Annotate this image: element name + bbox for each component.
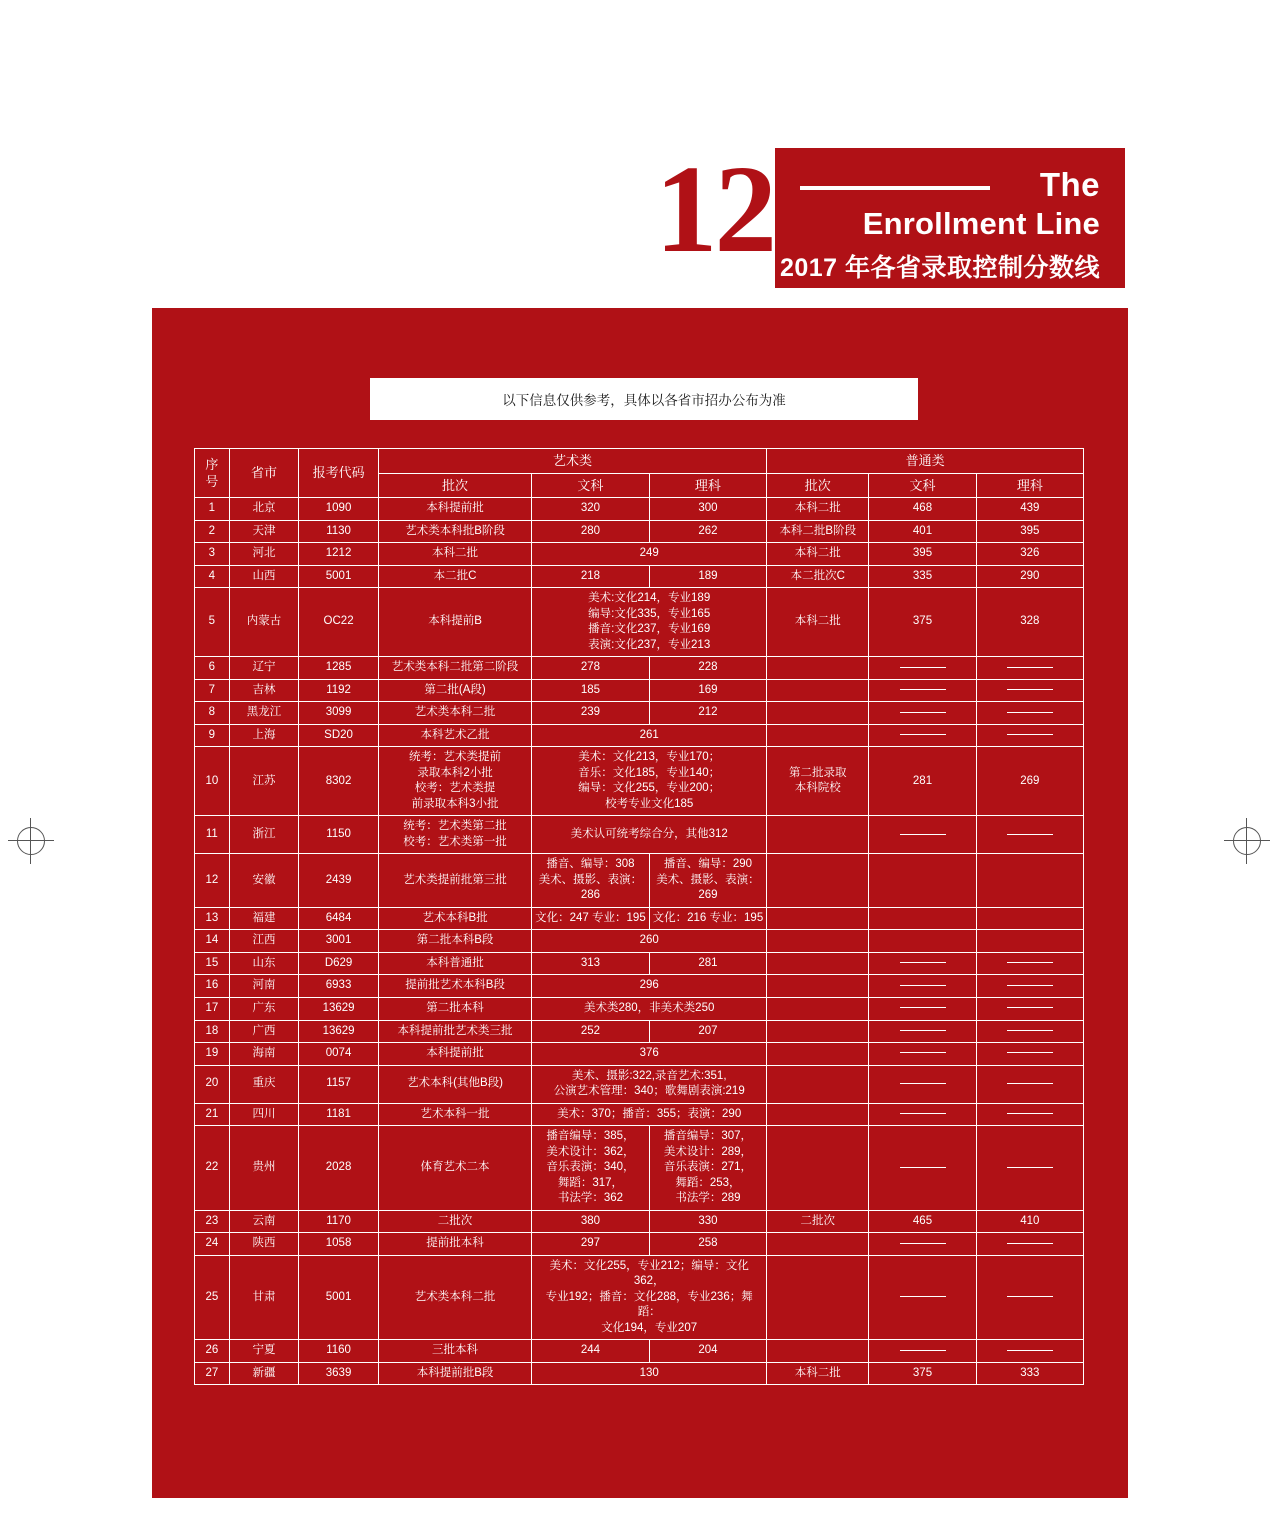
cell-province: 福建	[229, 907, 298, 930]
cell-wen-normal: 465	[869, 1210, 976, 1233]
cell-batch-normal	[767, 854, 869, 908]
cell-li-normal	[976, 930, 1083, 953]
cell-li-art: 播音、编导：290 美术、摄影、表演：269	[649, 854, 767, 908]
cell-li-art: 212	[649, 702, 767, 725]
cell-wen-normal	[869, 1233, 976, 1256]
cell-no: 11	[195, 816, 230, 854]
table-header-row-1	[195, 449, 1084, 474]
cell-code: 13629	[299, 1020, 379, 1043]
cell-score-art-merged: 美术：370；播音：355；表演：290	[532, 1103, 767, 1126]
notice-banner: 以下信息仅供参考，具体以各省市招办公布为准	[370, 378, 918, 420]
cell-batch-normal	[767, 724, 869, 747]
cell-wen-art: 278	[532, 657, 650, 680]
cell-code: SD20	[299, 724, 379, 747]
cell-batch-normal: 本科二批B阶段	[767, 520, 869, 543]
cell-li-normal	[976, 1103, 1083, 1126]
cell-wen-art: 文化：247 专业：195	[532, 907, 650, 930]
cell-wen-art: 280	[532, 520, 650, 543]
cell-wen-normal	[869, 816, 976, 854]
cell-code: 2028	[299, 1126, 379, 1211]
cell-li-normal	[976, 997, 1083, 1020]
cell-batch-art: 艺术本科B批	[378, 907, 531, 930]
cell-no: 18	[195, 1020, 230, 1043]
cell-province: 广西	[229, 1020, 298, 1043]
cell-province: 广东	[229, 997, 298, 1020]
cell-no: 21	[195, 1103, 230, 1126]
cell-wen-art: 播音、编导：308 美术、摄影、表演：286	[532, 854, 650, 908]
cell-code: 1181	[299, 1103, 379, 1126]
cell-batch-normal: 本科二批	[767, 498, 869, 521]
table-row	[195, 1362, 1084, 1385]
cell-wen-normal	[869, 1340, 976, 1363]
cell-code: 1192	[299, 679, 379, 702]
table-row	[195, 588, 1084, 657]
cell-score-art-merged: 美术、摄影:322,录音艺术:351, 公演艺术管理：340；歌舞剧表演:219	[532, 1065, 767, 1103]
cell-batch-normal: 二批次	[767, 1210, 869, 1233]
cell-score-art-merged: 美术类280，非美术类250	[532, 997, 767, 1020]
header-no-line1: 序	[205, 456, 219, 472]
cell-li-normal	[976, 1020, 1083, 1043]
cell-batch-normal	[767, 997, 869, 1020]
cell-wen-normal	[869, 1043, 976, 1066]
cell-li-normal	[976, 1126, 1083, 1211]
cell-no: 15	[195, 952, 230, 975]
cell-code: 1170	[299, 1210, 379, 1233]
cell-wen-normal: 401	[869, 520, 976, 543]
cell-no: 4	[195, 565, 230, 588]
cell-wen-normal: 281	[869, 747, 976, 816]
cell-code: 1058	[299, 1233, 379, 1256]
cell-province: 上海	[229, 724, 298, 747]
score-line-table	[194, 448, 1084, 1385]
table-row	[195, 975, 1084, 998]
cell-batch-art: 艺术类本科二批	[378, 702, 531, 725]
table-row	[195, 1020, 1084, 1043]
cell-batch-normal	[767, 1126, 869, 1211]
cell-wen-art: 244	[532, 1340, 650, 1363]
cell-li-art: 169	[649, 679, 767, 702]
cell-province: 河北	[229, 543, 298, 566]
cell-wen-normal	[869, 657, 976, 680]
cell-li-normal	[976, 657, 1083, 680]
cell-code: OC22	[299, 588, 379, 657]
cell-li-normal: 328	[976, 588, 1083, 657]
cell-no: 6	[195, 657, 230, 680]
cell-batch-art: 统考：艺术类第二批 校考：艺术类第一批	[378, 816, 531, 854]
cell-batch-art: 本科二批	[378, 543, 531, 566]
cell-batch-normal: 第二批录取 本科院校	[767, 747, 869, 816]
cell-wen-normal	[869, 1255, 976, 1340]
table-row	[195, 1255, 1084, 1340]
cell-code: 6484	[299, 907, 379, 930]
cell-batch-art: 艺术类提前批第三批	[378, 854, 531, 908]
cell-li-normal: 269	[976, 747, 1083, 816]
cell-li-normal	[976, 907, 1083, 930]
cell-li-art: 播音编导：307， 美术设计：289， 音乐表演：271， 舞蹈：253， 书法学：289	[649, 1126, 767, 1211]
cell-code: 3001	[299, 930, 379, 953]
cell-batch-art: 艺术类本科批B阶段	[378, 520, 531, 543]
cell-batch-art: 三批本科	[378, 1340, 531, 1363]
cell-province: 江苏	[229, 747, 298, 816]
header-rule	[800, 186, 990, 190]
cell-wen-normal	[869, 997, 976, 1020]
cell-li-normal: 290	[976, 565, 1083, 588]
cell-li-normal	[976, 1065, 1083, 1103]
cell-code: 1157	[299, 1065, 379, 1103]
cell-li-normal: 410	[976, 1210, 1083, 1233]
header-batch-normal: 批次	[767, 473, 869, 498]
cell-no: 23	[195, 1210, 230, 1233]
cell-li-art: 258	[649, 1233, 767, 1256]
table-body	[195, 498, 1084, 1385]
cell-batch-art: 本科普通批	[378, 952, 531, 975]
cell-wen-art: 185	[532, 679, 650, 702]
cell-code: 2439	[299, 854, 379, 908]
cell-no: 26	[195, 1340, 230, 1363]
table-row	[195, 930, 1084, 953]
cell-li-normal	[976, 854, 1083, 908]
table-row	[195, 1340, 1084, 1363]
cell-score-art-merged: 美术：文化255，专业212；编导：文化362， 专业192；播音：文化288，专业236；舞蹈： 文化194，专业207	[532, 1255, 767, 1340]
cell-batch-art: 艺术类本科二批	[378, 1255, 531, 1340]
cell-wen-normal	[869, 702, 976, 725]
cell-batch-normal	[767, 975, 869, 998]
table-row	[195, 702, 1084, 725]
header-no-line2: 号	[205, 474, 219, 490]
header-code: 报考代码	[299, 449, 379, 498]
header-no	[195, 449, 230, 498]
cell-wen-normal	[869, 930, 976, 953]
cell-no: 25	[195, 1255, 230, 1340]
header-li-art: 理科	[649, 473, 767, 498]
cell-batch-art: 第二批本科	[378, 997, 531, 1020]
cell-batch-normal	[767, 1065, 869, 1103]
table-row	[195, 1126, 1084, 1211]
cell-li-normal	[976, 1043, 1083, 1066]
cell-wen-art: 218	[532, 565, 650, 588]
cell-li-art: 文化：216 专业：195	[649, 907, 767, 930]
cell-province: 山西	[229, 565, 298, 588]
cell-no: 13	[195, 907, 230, 930]
cell-batch-art: 本科艺术乙批	[378, 724, 531, 747]
cell-batch-normal	[767, 657, 869, 680]
cell-wen-art: 252	[532, 1020, 650, 1043]
cell-batch-art: 第二批(A段)	[378, 679, 531, 702]
cell-code: 1150	[299, 816, 379, 854]
cell-batch-art: 本科提前批	[378, 1043, 531, 1066]
cell-no: 10	[195, 747, 230, 816]
cell-score-art-merged: 美术:文化214，专业189 编导:文化335，专业165 播音:文化237，专业169 表演:文化237，专业213	[532, 588, 767, 657]
cell-province: 吉林	[229, 679, 298, 702]
cell-score-art-merged: 261	[532, 724, 767, 747]
cell-province: 贵州	[229, 1126, 298, 1211]
cell-no: 8	[195, 702, 230, 725]
header-group-normal: 普通类	[767, 449, 1084, 474]
cell-wen-normal	[869, 1020, 976, 1043]
table-row	[195, 679, 1084, 702]
table-row	[195, 1233, 1084, 1256]
cell-batch-art: 统考：艺术类提前 录取本科2小批 校考：艺术类提 前录取本科3小批	[378, 747, 531, 816]
cell-batch-normal	[767, 1233, 869, 1256]
cell-batch-art: 本科提前批B段	[378, 1362, 531, 1385]
cell-wen-art: 播音编导：385， 美术设计：362， 音乐表演：340， 舞蹈：317， 书法学：362	[532, 1126, 650, 1211]
cell-no: 1	[195, 498, 230, 521]
table-row	[195, 1210, 1084, 1233]
cell-batch-normal: 本二批次C	[767, 565, 869, 588]
cell-wen-art: 239	[532, 702, 650, 725]
cell-province: 江西	[229, 930, 298, 953]
cell-no: 9	[195, 724, 230, 747]
cell-score-art-merged: 296	[532, 975, 767, 998]
cell-wen-art: 320	[532, 498, 650, 521]
cell-wen-art: 380	[532, 1210, 650, 1233]
header-the: The	[1039, 166, 1100, 203]
cell-li-normal	[976, 816, 1083, 854]
cell-li-normal	[976, 679, 1083, 702]
cell-li-normal: 395	[976, 520, 1083, 543]
cell-wen-normal: 335	[869, 565, 976, 588]
cell-code: 8302	[299, 747, 379, 816]
cell-li-art: 228	[649, 657, 767, 680]
cell-province: 天津	[229, 520, 298, 543]
cell-li-normal: 326	[976, 543, 1083, 566]
cell-li-normal: 439	[976, 498, 1083, 521]
cell-batch-normal	[767, 930, 869, 953]
cell-wen-art: 313	[532, 952, 650, 975]
cell-li-art: 300	[649, 498, 767, 521]
cell-batch-normal	[767, 1340, 869, 1363]
cell-no: 17	[195, 997, 230, 1020]
cell-batch-art: 本科提前B	[378, 588, 531, 657]
cell-code: 0074	[299, 1043, 379, 1066]
table-row	[195, 997, 1084, 1020]
cell-batch-normal	[767, 1043, 869, 1066]
table-row	[195, 657, 1084, 680]
table-row	[195, 854, 1084, 908]
cell-province: 云南	[229, 1210, 298, 1233]
cell-no: 14	[195, 930, 230, 953]
cell-li-normal: 333	[976, 1362, 1083, 1385]
cell-li-normal	[976, 1340, 1083, 1363]
cell-province: 辽宁	[229, 657, 298, 680]
cell-li-normal	[976, 975, 1083, 998]
cell-no: 2	[195, 520, 230, 543]
cell-li-normal	[976, 1255, 1083, 1340]
cell-score-art-merged: 130	[532, 1362, 767, 1385]
cell-no: 5	[195, 588, 230, 657]
cell-li-normal	[976, 952, 1083, 975]
page-number: 12	[655, 141, 774, 279]
table-row	[195, 543, 1084, 566]
cell-province: 山东	[229, 952, 298, 975]
cell-wen-normal: 468	[869, 498, 976, 521]
cell-wen-normal	[869, 1103, 976, 1126]
cell-wen-normal	[869, 854, 976, 908]
cell-no: 3	[195, 543, 230, 566]
cell-no: 7	[195, 679, 230, 702]
table-row	[195, 1043, 1084, 1066]
cell-no: 22	[195, 1126, 230, 1211]
cell-wen-normal: 395	[869, 543, 976, 566]
cell-li-normal	[976, 1233, 1083, 1256]
cell-wen-normal	[869, 679, 976, 702]
table-row	[195, 520, 1084, 543]
cell-batch-art: 本科提前批艺术类三批	[378, 1020, 531, 1043]
cell-batch-normal	[767, 1020, 869, 1043]
table-row	[195, 498, 1084, 521]
cell-province: 四川	[229, 1103, 298, 1126]
cell-li-art: 330	[649, 1210, 767, 1233]
cell-batch-art: 二批次	[378, 1210, 531, 1233]
cell-batch-art: 本二批C	[378, 565, 531, 588]
cell-wen-normal	[869, 907, 976, 930]
cell-wen-normal	[869, 724, 976, 747]
cell-code: 6933	[299, 975, 379, 998]
cell-score-art-merged: 260	[532, 930, 767, 953]
cell-batch-normal	[767, 952, 869, 975]
cell-code: 5001	[299, 1255, 379, 1340]
header-batch-art: 批次	[378, 473, 531, 498]
cell-wen-normal	[869, 952, 976, 975]
cell-batch-normal: 本科二批	[767, 588, 869, 657]
cell-batch-art: 艺术本科一批	[378, 1103, 531, 1126]
cell-li-normal	[976, 724, 1083, 747]
cell-province: 北京	[229, 498, 298, 521]
cell-li-art: 189	[649, 565, 767, 588]
cell-score-art-merged: 美术：文化213，专业170； 音乐：文化185，专业140； 编导：文化255，专业200； 校考专业文化185	[532, 747, 767, 816]
cell-batch-art: 艺术类本科二批第二阶段	[378, 657, 531, 680]
cell-batch-art: 本科提前批	[378, 498, 531, 521]
cell-code: 3639	[299, 1362, 379, 1385]
header-wen-art: 文科	[532, 473, 650, 498]
cell-batch-normal	[767, 679, 869, 702]
cell-code: D629	[299, 952, 379, 975]
cell-li-art: 204	[649, 1340, 767, 1363]
cell-batch-normal	[767, 907, 869, 930]
cell-no: 20	[195, 1065, 230, 1103]
cell-batch-art: 艺术本科(其他B段)	[378, 1065, 531, 1103]
cell-province: 宁夏	[229, 1340, 298, 1363]
table-row	[195, 747, 1084, 816]
cell-code: 5001	[299, 565, 379, 588]
cell-code: 3099	[299, 702, 379, 725]
table-row	[195, 1103, 1084, 1126]
table-row	[195, 816, 1084, 854]
page-header	[655, 141, 1125, 288]
cell-province: 新疆	[229, 1362, 298, 1385]
cell-no: 16	[195, 975, 230, 998]
cell-no: 12	[195, 854, 230, 908]
header-li-normal: 理科	[976, 473, 1083, 498]
cell-province: 安徽	[229, 854, 298, 908]
cell-score-art-merged: 美术认可统考综合分，其他312	[532, 816, 767, 854]
cell-code: 1130	[299, 520, 379, 543]
cell-wen-normal: 375	[869, 1362, 976, 1385]
cell-no: 24	[195, 1233, 230, 1256]
cell-batch-art: 第二批本科B段	[378, 930, 531, 953]
table-row	[195, 565, 1084, 588]
cell-province: 甘肃	[229, 1255, 298, 1340]
cell-wen-normal	[869, 975, 976, 998]
cell-batch-art: 体育艺术二本	[378, 1126, 531, 1211]
header-group-art: 艺术类	[378, 449, 766, 474]
cell-score-art-merged: 249	[532, 543, 767, 566]
cell-batch-normal	[767, 1103, 869, 1126]
cell-province: 浙江	[229, 816, 298, 854]
cell-province: 河南	[229, 975, 298, 998]
cell-batch-art: 提前批本科	[378, 1233, 531, 1256]
cell-wen-normal: 375	[869, 588, 976, 657]
table-row	[195, 1065, 1084, 1103]
table-row	[195, 952, 1084, 975]
cell-province: 黑龙江	[229, 702, 298, 725]
cell-li-art: 281	[649, 952, 767, 975]
cell-li-art: 207	[649, 1020, 767, 1043]
cell-li-normal	[976, 702, 1083, 725]
cell-wen-normal	[869, 1126, 976, 1211]
header-wen-normal: 文科	[869, 473, 976, 498]
cell-batch-normal: 本科二批	[767, 543, 869, 566]
table-row	[195, 724, 1084, 747]
cell-li-art: 262	[649, 520, 767, 543]
cell-code: 13629	[299, 997, 379, 1020]
cell-no: 27	[195, 1362, 230, 1385]
header-province: 省市	[229, 449, 298, 498]
cell-score-art-merged: 376	[532, 1043, 767, 1066]
cell-province: 海南	[229, 1043, 298, 1066]
cell-code: 1285	[299, 657, 379, 680]
cell-code: 1160	[299, 1340, 379, 1363]
cell-batch-normal: 本科二批	[767, 1362, 869, 1385]
cell-province: 陕西	[229, 1233, 298, 1256]
table-row	[195, 907, 1084, 930]
cell-batch-normal	[767, 816, 869, 854]
cell-batch-normal	[767, 702, 869, 725]
cell-code: 1212	[299, 543, 379, 566]
cell-no: 19	[195, 1043, 230, 1066]
cell-wen-art: 297	[532, 1233, 650, 1256]
cell-code: 1090	[299, 498, 379, 521]
crop-mark-left	[8, 818, 54, 864]
cell-wen-normal	[869, 1065, 976, 1103]
content-page	[152, 308, 1128, 1498]
cell-province: 重庆	[229, 1065, 298, 1103]
cell-province: 内蒙古	[229, 588, 298, 657]
cell-batch-normal	[767, 1255, 869, 1340]
header-subtitle: 2017 年各省录取控制分数线	[779, 254, 1100, 282]
cell-batch-art: 提前批艺术本科B段	[378, 975, 531, 998]
crop-mark-right	[1224, 818, 1270, 864]
header-title: Enrollment Line	[862, 206, 1100, 241]
